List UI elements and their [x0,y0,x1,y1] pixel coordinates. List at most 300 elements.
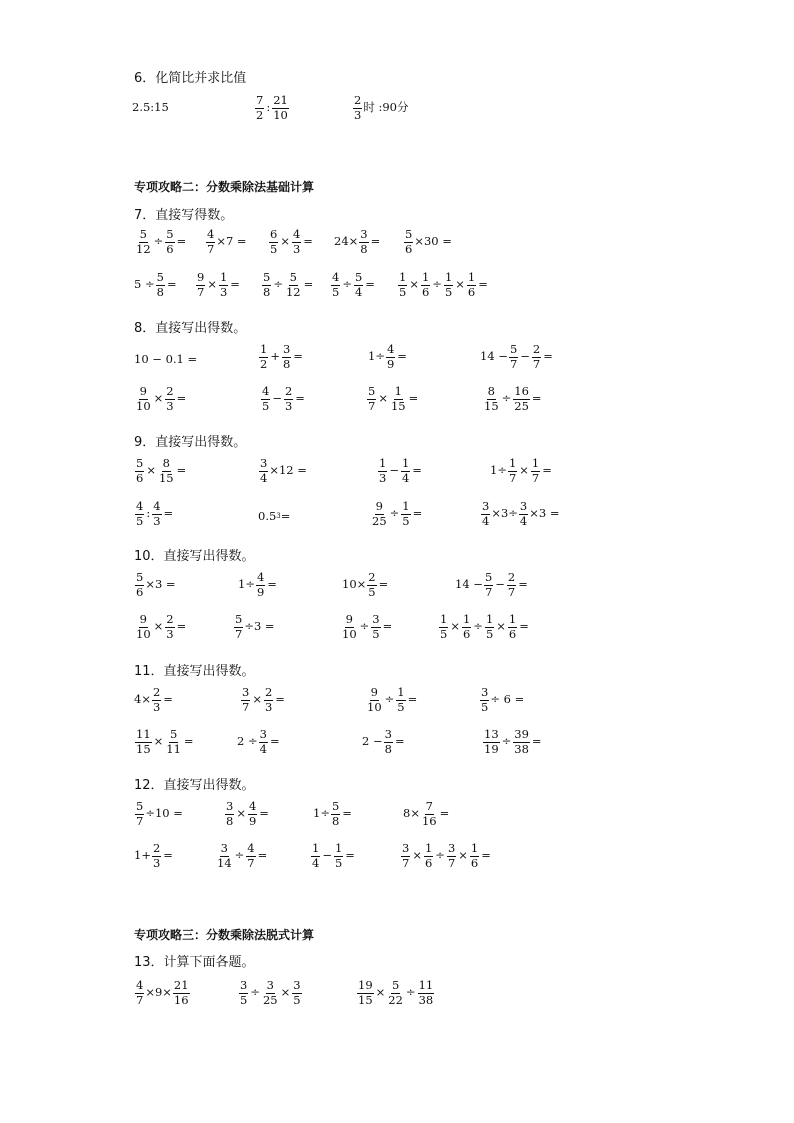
denominator: 5 [293,992,301,1007]
numerator: 9 [197,270,205,284]
operator: × [409,277,419,292]
expression-text: 2.5:15 [132,100,169,114]
operator: × [252,692,262,707]
q8-expr [482,386,543,412]
operator: = [275,692,285,707]
denominator: 8 [263,284,271,299]
operator: = [303,277,314,292]
expression-text: 4× [134,692,151,707]
q9-expr [258,458,307,484]
numerator: 1 [401,456,410,470]
q6-expr-1 [132,102,169,114]
denominator: 2 [260,356,268,371]
numerator: 11 [136,727,151,741]
numerator: 3 [293,978,301,992]
denominator: 5 [368,584,376,599]
operator: = [543,349,553,364]
operator: : [266,100,271,115]
fraction [248,801,257,827]
denominator: 9 [256,584,265,599]
fraction [156,272,165,298]
numerator: 1 [440,612,448,626]
q12-expr [215,843,268,869]
numerator: 1 [334,841,343,855]
numerator: 2 [507,570,516,584]
denominator: 4 [260,470,268,485]
denominator: 3 [219,284,228,299]
numerator: 5 [169,727,178,741]
q13-expr [134,980,191,1006]
operator: × [378,391,388,406]
operator: × [496,619,506,634]
numerator: 21 [273,93,288,107]
denominator: 8 [156,284,164,299]
numerator: 5 [368,384,376,398]
q8-expr [260,386,306,412]
fraction [513,386,530,412]
expression-text: ×7 = [216,234,247,249]
numerator: 3 [226,799,234,813]
denominator: 25 [262,992,278,1007]
q8-title: 8．直接写出得数。 [134,321,247,336]
fraction [444,272,453,298]
operator: × [153,391,164,406]
fraction [262,980,279,1006]
operator: × [450,619,460,634]
numerator: 2 [166,384,174,398]
expression-text: ÷10 = [145,806,183,821]
q7-expr [195,272,241,298]
operator: × [519,463,529,478]
fraction [384,729,393,755]
fraction [272,95,289,121]
denominator: 7 [136,992,144,1007]
denominator: 25 [514,398,529,413]
numerator: 5 [235,612,243,626]
operator: = [176,234,187,249]
operator: = [370,234,381,249]
fraction [485,614,494,640]
fraction [378,458,387,484]
denominator: 15 [390,398,406,413]
operator: × [412,848,422,863]
q7-expr [397,272,489,298]
fraction [386,344,395,370]
operator: ÷ [389,506,400,521]
denominator: 10 [136,398,151,413]
operator: = [394,734,405,749]
denominator: 4 [312,855,320,870]
numerator: 3 [260,456,268,470]
numerator: 4 [292,227,301,241]
denominator: 6 [166,241,174,256]
denominator: 4 [354,284,363,299]
q11-expr [240,687,286,713]
denominator: 10 [342,626,357,641]
q11-expr [482,729,543,755]
fraction [508,458,517,484]
numerator: 3 [402,841,410,855]
fraction [259,729,268,755]
expression-text: 10× [342,577,367,592]
q9-expr [377,458,423,484]
fraction [367,572,376,598]
fraction [532,344,541,370]
fraction [418,980,435,1006]
numerator: 4 [207,227,215,241]
numerator: 1 [394,384,402,398]
operator: = [408,391,419,406]
denominator: 3 [354,107,362,122]
expression-text: 时 :90分 [363,100,409,115]
q6-title: 6．化简比并求比值 [134,71,247,86]
operator: = [481,848,491,863]
denominator: 15 [358,992,373,1007]
denominator: 7 [197,284,205,299]
numerator: 5 [139,227,147,241]
numerator: 5 [136,570,144,584]
fraction [135,386,152,412]
denominator: 7 [136,813,144,828]
numerator: 5 [331,799,340,813]
expression-text: 1÷ [368,349,385,364]
denominator: 7 [532,356,541,371]
numerator: 1 [402,499,410,513]
numerator: 5 [156,270,164,284]
fraction [165,729,182,755]
numerator: 4 [153,499,161,513]
q12-expr [134,843,174,869]
fraction [341,614,358,640]
fraction [509,344,518,370]
numerator: 1 [219,270,228,284]
denominator: 7 [247,855,255,870]
operator: × [280,985,291,1000]
numerator: 13 [484,727,499,741]
expression-text: 10 − 0.1 = [134,352,198,366]
numerator: 3 [259,727,267,741]
denominator: 15 [158,470,174,485]
numerator: 1 [424,841,433,855]
q12-expr [310,843,356,869]
q12-expr [134,801,183,827]
operator: = [176,619,187,634]
denominator: 11 [166,741,181,756]
expression-text: ×3 = [145,577,176,592]
operator: = [531,734,542,749]
q8-expr [134,386,187,412]
denominator: 6 [508,626,517,641]
fraction [519,501,528,527]
numerator: 2 [284,384,293,398]
operator: = [439,806,450,821]
fraction [480,687,489,713]
operator: = [518,577,528,592]
denominator: 16 [173,992,189,1007]
q9-expr [370,501,423,527]
numerator: 3 [384,727,392,741]
expression-text: 2 ÷ [237,734,258,749]
fraction [135,229,152,255]
denominator: 3 [379,470,387,485]
denominator: 7 [368,398,376,413]
q12-title: 12．直接写出得数。 [134,778,255,793]
expression-text: ÷ 6 = [490,692,525,707]
numerator: 4 [247,841,255,855]
q12-expr [403,801,450,827]
operator: ÷ [435,848,445,863]
fraction [481,501,490,527]
denominator: 5 [240,992,248,1007]
numerator: 3 [519,499,528,513]
fraction [447,843,456,869]
numerator: 3 [266,978,274,992]
q8-expr [368,344,408,370]
fraction [284,386,293,412]
denominator: 6 [424,855,433,870]
operator: ÷ [501,391,512,406]
expression-text: ×30 = [414,234,452,249]
q11-expr [365,687,418,713]
operator: ÷ [501,734,512,749]
numerator: 8 [162,456,170,470]
q7-expr [261,272,314,298]
fraction [366,687,383,713]
fraction [357,980,374,1006]
fraction [282,344,291,370]
denominator: 14 [217,855,232,870]
numerator: 1 [379,456,387,470]
expression-text: ×3 = [529,506,560,521]
denominator: 10 [367,699,382,714]
fraction [261,386,270,412]
operator: − [322,848,332,863]
q9-expr [258,511,290,523]
denominator: 4 [482,513,490,528]
operator: = [542,463,552,478]
q6-expr-2 [254,95,290,121]
numerator: 2 [166,612,174,626]
numerator: 5 [391,978,400,992]
expression-text: 5 ÷ [134,277,155,292]
operator: ÷ [384,692,395,707]
fraction [269,229,278,255]
numerator: 1 [399,270,407,284]
denominator: 3 [292,241,301,256]
numerator: 1 [444,270,453,284]
operator: × [455,277,465,292]
fraction [371,614,380,640]
numerator: 5 [405,227,413,241]
fraction [256,572,265,598]
operator: = [176,463,187,478]
denominator: 5 [440,626,448,641]
numerator: 8 [487,384,495,398]
fraction [483,729,500,755]
operator: = [295,391,305,406]
fraction [396,687,405,713]
numerator: 1 [462,612,471,626]
numerator: 5 [136,456,144,470]
operator: × [146,463,156,478]
fraction [259,458,268,484]
operator: = [342,806,352,821]
operator: ÷ [234,848,245,863]
denominator: 3 [166,626,174,641]
q11-expr [134,729,195,755]
operator: × [458,848,468,863]
operator: = [259,806,269,821]
fraction [401,458,410,484]
exponent: 3 [276,512,281,521]
operator: × [236,806,246,821]
operator: ÷ [405,985,416,1000]
fraction [241,687,250,713]
q8-expr [134,354,197,366]
expression-text: 14 − [480,349,508,364]
fraction [206,229,215,255]
fraction [401,843,410,869]
q10-expr [438,614,530,640]
q10-expr [340,614,393,640]
q7-expr [334,229,381,255]
expression-text: 1+ [134,848,151,863]
denominator: 12 [285,284,301,299]
denominator: 6 [467,284,476,299]
numerator: 4 [256,570,265,584]
q6-expr-3 [352,95,409,121]
numerator: 7 [425,799,433,813]
fraction [421,272,430,298]
fraction [371,501,388,527]
fraction [264,687,273,713]
operator: × [375,985,386,1000]
operator: = [163,506,174,521]
denominator: 6 [470,855,479,870]
q7-expr [134,272,178,298]
denominator: 3 [284,398,293,413]
numerator: 3 [481,685,489,699]
numerator: 21 [173,978,189,992]
numerator: 5 [484,570,493,584]
q12-expr [224,801,270,827]
denominator: 5 [402,513,410,528]
numerator: 4 [262,384,270,398]
q10-expr [233,614,275,640]
numerator: 16 [514,384,529,398]
operator: = [183,734,194,749]
expression-text: 2 − [362,734,383,749]
operator: ÷ [432,277,442,292]
denominator: 7 [484,584,493,599]
q10-expr [238,572,278,598]
denominator: 7 [242,699,250,714]
denominator: 7 [531,470,540,485]
numerator: 3 [447,841,456,855]
denominator: 8 [226,813,234,828]
denominator: 9 [386,356,395,371]
denominator: 3 [152,855,161,870]
denominator: 10 [273,107,288,122]
denominator: 3 [166,398,174,413]
fraction [165,386,174,412]
operator: = [412,506,423,521]
fraction [152,843,161,869]
fraction [292,980,301,1006]
operator: = [531,391,542,406]
numerator: 2 [532,342,541,356]
expression-text: ÷3 = [244,619,275,634]
q7-title: 7．直接写得数。 [134,208,234,223]
fraction [165,229,174,255]
numerator: 4 [136,499,144,513]
operator: = [378,577,389,592]
fraction [331,272,340,298]
numerator: 7 [256,93,264,107]
fraction [439,614,448,640]
denominator: 19 [484,741,499,756]
fraction [404,229,413,255]
numerator: 4 [332,270,340,284]
operator: = [519,619,529,634]
fraction [135,501,144,527]
operator: = [257,848,268,863]
q13-expr [356,980,435,1006]
fraction [158,458,175,484]
denominator: 5 [332,284,340,299]
denominator: 38 [514,741,529,756]
fraction [483,386,500,412]
denominator: 10 [136,626,151,641]
expression-text: ×12 = [269,463,307,478]
numerator: 4 [386,342,395,356]
numerator: 5 [136,799,144,813]
fraction [173,980,190,1006]
section-2-title: 专项攻略二：分数乘除法基础计算 [134,180,315,194]
fraction [135,572,144,598]
fraction [354,272,363,298]
numerator: 5 [166,227,174,241]
fraction [331,801,340,827]
operator: = [382,619,393,634]
denominator: 15 [484,398,499,413]
denominator: 8 [384,741,392,756]
fraction [359,229,368,255]
q9-expr [490,458,553,484]
expression-text: ×9× [145,985,172,1000]
fraction [135,729,152,755]
expression-text: 1÷ [238,577,255,592]
fraction [239,980,248,1006]
fraction [285,272,302,298]
fraction [152,501,161,527]
numerator: 5 [509,342,518,356]
expression-text: 14 − [455,577,483,592]
q7-expr [134,229,187,255]
numerator: 9 [375,499,383,513]
q8-expr [480,344,554,370]
denominator: 6 [405,241,413,256]
operator: × [280,234,290,249]
fraction [353,95,362,121]
q7-expr [403,229,452,255]
operator: = [269,734,280,749]
operator: = [397,349,407,364]
fraction [135,458,144,484]
numerator: 2 [368,570,376,584]
denominator: 7 [507,584,516,599]
fraction [387,980,404,1006]
